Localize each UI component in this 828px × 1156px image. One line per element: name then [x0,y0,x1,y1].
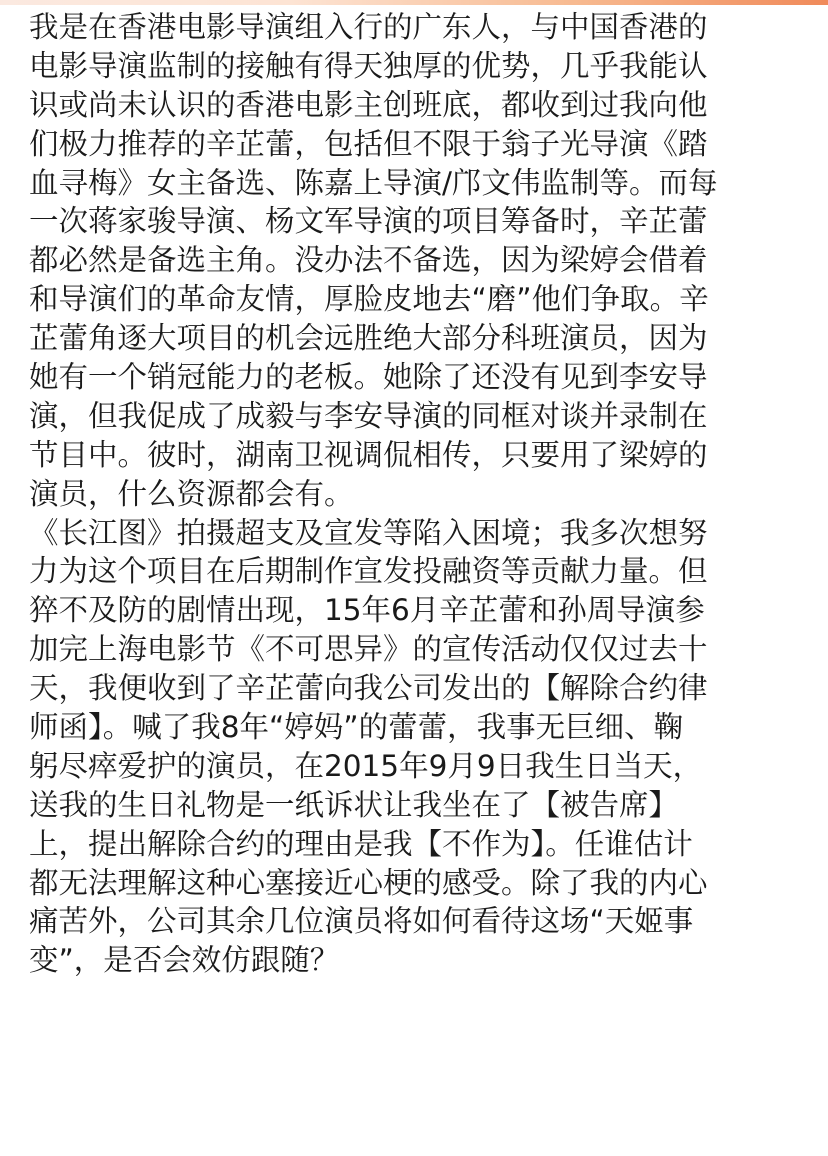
post-line: 演员，什么资源都会有。 [29,476,354,511]
post-line: 变”，是否会效仿跟随？ [29,943,340,978]
post-line: 芷蕾角逐大项目的机会远胜绝大部分科班演员，因为 [29,321,708,356]
post-line: 都必然是备选主角。没办法不备选，因为梁婷会借着 [29,243,708,278]
post-body [29,8,819,980]
post-line: 痛苦外，公司其余几位演员将如何看待这场“天姬事 [29,904,694,939]
post-line: 《长江图》拍摄超支及宣发等陷入困境；我多次想努 [29,515,708,550]
post-line: 送我的生日礼物是一纸诉状让我坐在了【被告席】 [29,787,679,822]
post-line: 力为这个项目在后期制作宣发投融资等贡献力量。但 [29,554,708,589]
post-line: 电影导演监制的接触有得天独厚的优势，几乎我能认 [29,48,708,83]
post-line: 我是在香港电影导演组入行的广东人，与中国香港的 [29,10,708,44]
post-line: 加完上海电影节《不可思异》的宣传活动仅仅过去十 [29,632,708,667]
post-line: 一次蒋家骏导演、杨文军导演的项目筹备时，辛芷蕾 [29,204,708,239]
post-line: 识或尚未认识的香港电影主创班底，都收到过我向他 [29,87,708,122]
post-line: 血寻梅》女主备选、陈嘉上导演/邝文伟监制等。而每 [29,165,718,200]
post-line: 师函】。喊了我8年“婷妈”的蕾蕾，我事无巨细、鞠 [29,710,684,745]
post-line: 们极力推荐的辛芷蕾，包括但不限于翁子光导演《踏 [29,126,708,161]
post-line: 演，但我促成了成毅与李安导演的同框对谈并录制在 [29,398,708,433]
post-line: 她有一个销冠能力的老板。她除了还没有见到李安导 [29,360,708,395]
post-line: 猝不及防的剧情出现，15年6月辛芷蕾和孙周导演参 [29,593,705,628]
post-line: 和导演们的革命友情，厚脸皮地去“磨”他们争取。辛 [29,282,709,317]
post-line: 天，我便收到了辛芷蕾向我公司发出的【解除合约律 [29,671,708,706]
post-line: 躬尽瘁爱护的演员，在2015年9月9日我生日当天， [29,748,703,783]
post-line: 都无法理解这种心塞接近心梗的感受。除了我的内心 [29,865,708,900]
top-accent-strip [0,0,828,5]
post-line: 节目中。彼时，湖南卫视调侃相传，只要用了梁婷的 [29,437,708,472]
post-line: 上，提出解除合约的理由是我【不作为】。任谁估计 [29,826,693,861]
